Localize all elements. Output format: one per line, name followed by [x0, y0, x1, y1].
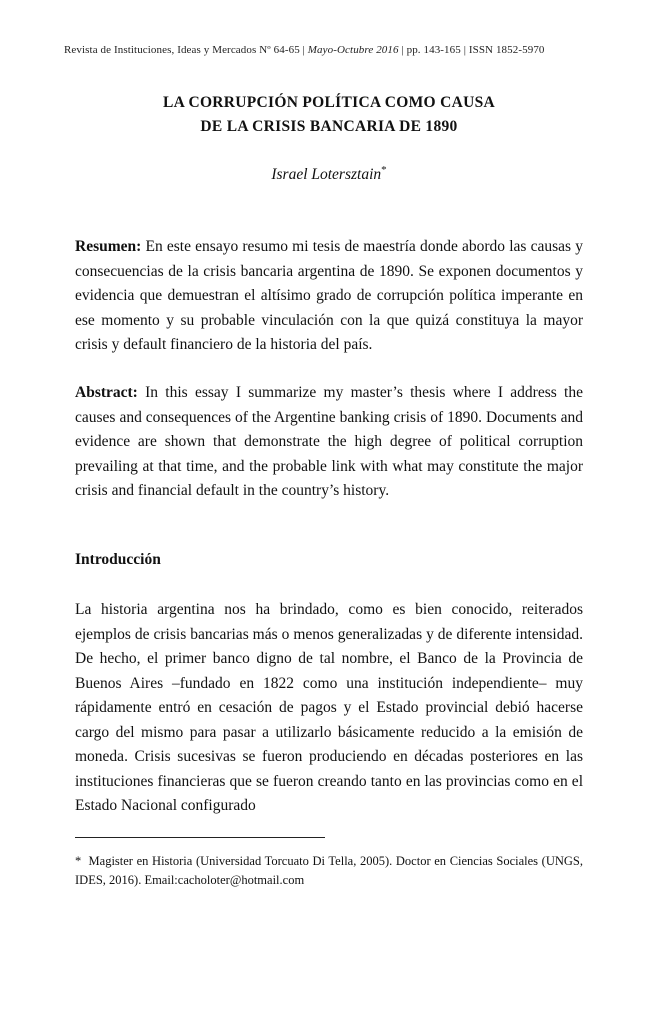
resumen-label: Resumen:: [75, 238, 142, 255]
article-title: [0, 91, 658, 139]
author-name: Israel Lotersztain: [271, 166, 382, 184]
abstract-paragraph: [75, 381, 583, 504]
title-line-2: DE LA CRISIS BANCARIA DE 1890: [200, 118, 458, 135]
issue-date: Mayo-Octubre 2016: [307, 44, 399, 56]
resumen-text: En este ensayo resumo mi tesis de maestría donde abordo las causas y consecuencias de la crisis bancaria argentina de 1890. Se exponen documentos y evidencia que demuestran el altísimo grado de corrupción política imperante en ese momento y su probable vinculación con la que quizá constituya la mayor crisis y default financiero de la historia del país.: [75, 238, 583, 353]
abstract-label: Abstract:: [75, 384, 138, 401]
title-line-1: LA CORRUPCIÓN POLÍTICA COMO CAUSA: [163, 94, 495, 111]
resumen-paragraph: [75, 235, 583, 358]
body-paragraph: La historia argentina nos ha brindado, como es bien conocido, reiterados ejemplos de crisis bancarias más o menos generalizadas y de diferente intensidad. De hecho, el primer banco digno de tal nombre, el Banco de la Provincia de Buenos Aires –fundado en 1822 como una institución independiente– muy rápidamente entró en cesación de pagos y el Estado provincial debió hacerse cargo del mismo para pasar a utilizarlo básicamente reducido a la emisión de moneda. Crisis sucesivas se fueron produciendo en décadas posteriores en las instituciones financieras que se fueron creando tanto en las provincias como en el Estado Nacional configurado: [75, 601, 583, 814]
section-heading: Introducción: [75, 551, 161, 568]
page-range-issn: | pp. 143-165 | ISSN 1852-5970: [398, 44, 545, 56]
footnote: [75, 852, 583, 890]
journal-name: Revista de Instituciones, Ideas y Mercados Nº 64-65 |: [64, 44, 308, 56]
author-line: [0, 164, 658, 184]
footnote-marker: *: [75, 854, 82, 868]
footnote-divider: [75, 837, 325, 838]
running-header: [64, 44, 592, 56]
footnote-text: Magister en Historia (Universidad Torcuato Di Tella, 2005). Doctor en Ciencias Sociales (UNGS, IDES, 2016). Email:cacholoter@hotmail.com: [75, 854, 583, 887]
abstract-text: In this essay I summarize my master’s thesis where I address the causes and consequences of the Argentine banking crisis of 1890. Documents and evidence are shown that demonstrate the high degree of political corruption prevailing at that time, and the probable link with what may constitute the major crisis and financial default in the country’s history.: [75, 384, 583, 499]
author-footnote-marker[interactable]: *: [381, 164, 387, 176]
